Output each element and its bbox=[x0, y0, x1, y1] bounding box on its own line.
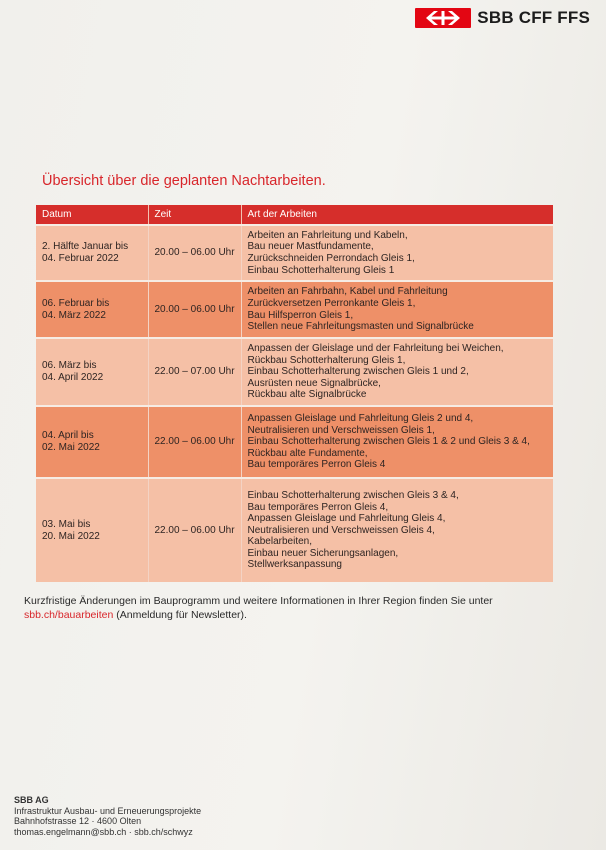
arbeiten-cell: Arbeiten an Fahrbahn, Kabel und Fahrleitung Zurückversetzen Perronkante Gleis 1, Bau Hilfsperron Gleis 1, Stellen neue Fahrleitungsmasten und Signalbrücke bbox=[241, 281, 553, 338]
note-suffix: (Anmeldung für Newsletter). bbox=[113, 608, 247, 621]
datum-cell: 06. Februar bis 04. März 2022 bbox=[36, 281, 148, 338]
arbeiten-cell: Anpassen der Gleislage und der Fahrleitung bei Weichen, Rückbau Schotterhalterung Gleis 1, Einbau Schotterhalterung zwischen Gleis 1 und 2, Ausrüsten neue Signalbrücke, Rückbau alte Signalbrücke bbox=[241, 338, 553, 406]
column-header-art: Art der Arbeiten bbox=[241, 205, 553, 225]
zeit-cell: 20.00 – 06.00 Uhr bbox=[148, 225, 241, 281]
arbeiten-cell: Arbeiten an Fahrleitung und Kabeln, Bau neuer Mastfundamente, Zurückschneiden Perrondach Gleis 1, Einbau Schotterhalterung Gleis 1 bbox=[241, 225, 553, 281]
schedule-table bbox=[36, 205, 553, 582]
table-row bbox=[36, 478, 553, 582]
zeit-cell: 22.00 – 06.00 Uhr bbox=[148, 406, 241, 478]
footer bbox=[14, 795, 201, 837]
zeit-cell: 22.00 – 07.00 Uhr bbox=[148, 338, 241, 406]
arbeiten-cell: Einbau Schotterhalterung zwischen Gleis 3 & 4, Bau temporäres Perron Gleis 4, Anpassen Gleislage und Fahrleitung Gleis 4, Neutralisieren und Verschweissen Gleis 4, Kabelarbeiten, Einbau neuer Sicherungsanlagen, Stellwerksanpassung bbox=[241, 478, 553, 582]
arbeiten-cell: Anpassen Gleislage und Fahrleitung Gleis 2 und 4, Neutralisieren und Verschweissen Gleis 1, Einbau Schotterhalterung zwischen Gleis 1 & 2 und Gleis 3 & 4, Rückbau alte Fundamente, Bau temporäres Perron Gleis 4 bbox=[241, 406, 553, 478]
datum-cell: 06. März bis 04. April 2022 bbox=[36, 338, 148, 406]
info-note bbox=[24, 595, 594, 622]
table-row bbox=[36, 406, 553, 478]
sbb-logo bbox=[415, 8, 590, 28]
footer-company: SBB AG bbox=[14, 795, 49, 805]
footer-contact: thomas.engelmann@sbb.ch · sbb.ch/schwyz bbox=[14, 826, 193, 837]
logo-text: SBB CFF FFS bbox=[477, 8, 590, 27]
note-text: Kurzfristige Änderungen im Bauprogramm und weitere Informationen in Ihrer Region finden Sie unter bbox=[24, 595, 493, 607]
page-title: Übersicht über die geplanten Nachtarbeiten. bbox=[42, 173, 326, 189]
table-row bbox=[36, 338, 553, 406]
zeit-cell: 20.00 – 06.00 Uhr bbox=[148, 281, 241, 338]
column-header-zeit: Zeit bbox=[148, 205, 241, 225]
datum-cell: 2. Hälfte Januar bis 04. Februar 2022 bbox=[36, 225, 148, 281]
zeit-cell: 22.00 – 06.00 Uhr bbox=[148, 478, 241, 582]
table-header-row bbox=[36, 205, 553, 225]
footer-address: Bahnhofstrasse 12 · 4600 Olten bbox=[14, 816, 142, 827]
sbb-arrow-icon bbox=[415, 8, 471, 28]
column-header-datum: Datum bbox=[36, 205, 148, 225]
datum-cell: 04. April bis 02. Mai 2022 bbox=[36, 406, 148, 478]
bauarbeiten-link[interactable]: sbb.ch/bauarbeiten bbox=[24, 608, 114, 621]
footer-department: Infrastruktur Ausbau- und Erneuerungsprojekte bbox=[14, 805, 202, 816]
table-row bbox=[36, 225, 553, 281]
datum-cell: 03. Mai bis 20. Mai 2022 bbox=[36, 478, 148, 582]
table-row bbox=[36, 281, 553, 338]
